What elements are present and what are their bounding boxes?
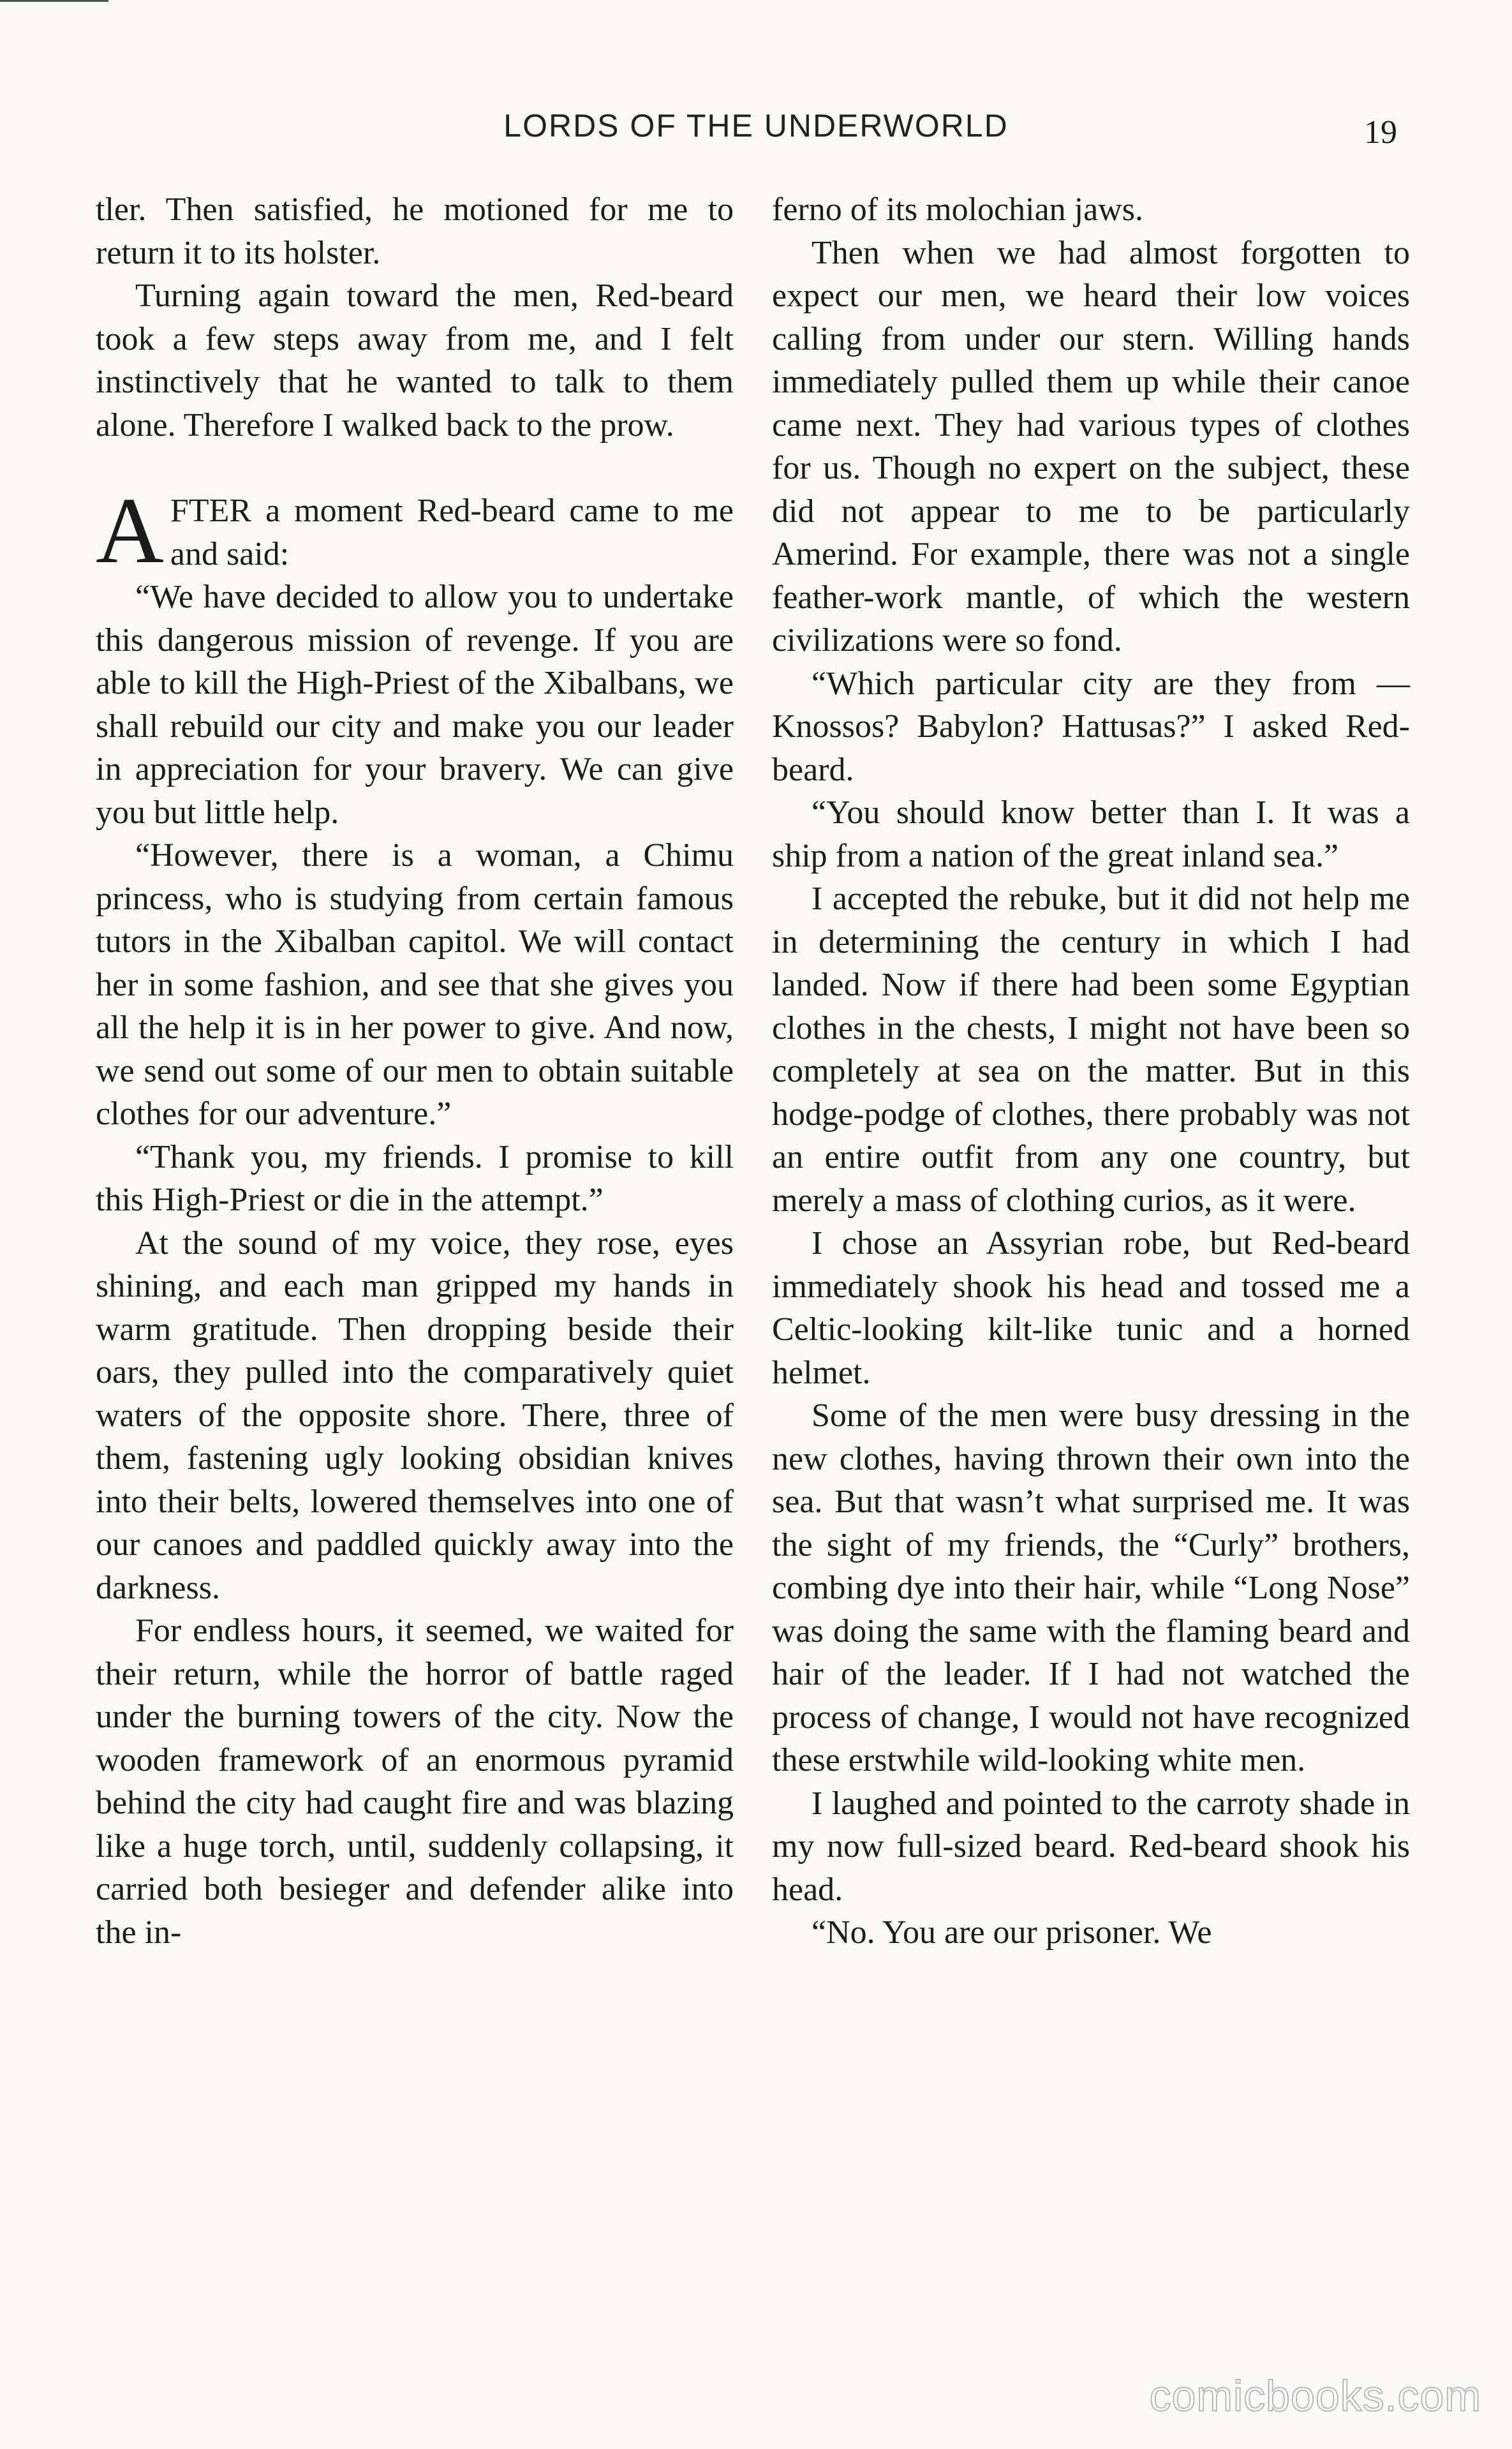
watermark: comicbooks.com bbox=[1149, 2372, 1481, 2420]
page-edge-mark bbox=[0, 0, 108, 2]
paragraph: I accepted the rebuke, but it did not help me in determining the century in which I had landed. Now if there had been some Egyptian clothes in the chests, I might not have been so completely at sea on the matter. But in this hodge-podge of clothes, there probably was not an entire outfit from any one country, but merely a mass of clothing curios, as it were. bbox=[772, 881, 1410, 1219]
left-column bbox=[96, 188, 734, 1954]
paragraph-drop-cap bbox=[96, 479, 734, 583]
paragraph: “Which particular city are they from —Knossos? Babylon? Hattusas?” I asked Red-beard. bbox=[772, 665, 1410, 788]
paragraph: Then when we had almost forgotten to expect our men, we heard their low voices calling from under our stern. Willing hands immediately pulled them up while their canoe came next. They had various types of clothes for us. Though no expert on the subject, these did not appear to me to be particularly Amerind. For example, there was not a single feather-work mantle, of which the western civilizations were so fond. bbox=[772, 234, 1410, 659]
paragraph-text: FTER a moment Red-beard came to me and said: bbox=[170, 493, 734, 572]
drop-cap: A bbox=[96, 479, 164, 583]
running-header: LORDS OF THE UNDERWORLD bbox=[503, 108, 1009, 144]
paragraph: I chose an Assyrian robe, but Red-beard immediately shook his head and tossed me a Celtic-looking kilt-like tunic and a horned helmet. bbox=[772, 1225, 1410, 1391]
paragraph: For endless hours, it seemed, we waited for their return, while the horror of battle raged under the burning towers of the city. Now the wooden framework of an enormous pyramid behind the city had caught fire and was blazing like a huge torch, until, suddenly collapsing, it carried both besieger and defender alike into the in- bbox=[96, 1612, 734, 1951]
paragraph: “You should know better than I. It was a ship from a nation of the great inland sea.” bbox=[772, 794, 1410, 874]
paragraph: tler. Then satisfied, he motioned for me to return it to its holster. bbox=[96, 191, 734, 271]
right-column bbox=[772, 188, 1410, 1954]
page-number: 19 bbox=[1364, 114, 1397, 151]
paragraph: “Thank you, my friends. I promise to kill this High-Priest or die in the attempt.” bbox=[96, 1138, 734, 1218]
paragraph: ferno of its molochian jaws. bbox=[772, 191, 1143, 228]
paragraph: “We have decided to allow you to undertake this dangerous mission of revenge. If you are able to kill the High-Priest of the Xibalbans, we shall rebuild our city and make you our leader in appreciation for your bravery. We can give you but little help. bbox=[96, 579, 734, 831]
paragraph: I laughed and pointed to the carroty shade in my now full-sized beard. Red-beard shook his head. bbox=[772, 1785, 1410, 1908]
paragraph: Some of the men were busy dressing in the new clothes, having thrown their own into the sea. But that wasn’t what surprised me. It was the sight of my friends, the “Curly” brothers, combing dye into their hair, while “Long Nose” was doing the same with the flaming beard and hair of the leader. If I had not watched the process of change, I would not have recognized these erstwhile wild-looking white men. bbox=[772, 1397, 1410, 1778]
paragraph: “No. You are our prisoner. We bbox=[812, 1914, 1212, 1951]
paragraph: Turning again toward the men, Red-beard took a few steps away from me, and I felt instinctively that he wanted to talk to them alone. Therefore I walked back to the prow. bbox=[96, 278, 734, 443]
paragraph: “However, there is a woman, a Chimu princess, who is studying from certain famous tutors in the Xibalban capitol. We will contact her in some fashion, and see that she gives you all the help it is in her power to give. And now, we send out some of our men to obtain suitable clothes for our adventure.” bbox=[96, 837, 734, 1132]
paragraph: At the sound of my voice, they rose, eyes shining, and each man gripped my hands in warm gratitude. Then dropping beside their oars, they pulled into the comparatively quiet waters of the opposite shore. There, three of them, fastening ugly looking obsidian knives into their belts, lowered themselves into one of our canoes and paddled quickly away into the darkness. bbox=[96, 1224, 734, 1606]
